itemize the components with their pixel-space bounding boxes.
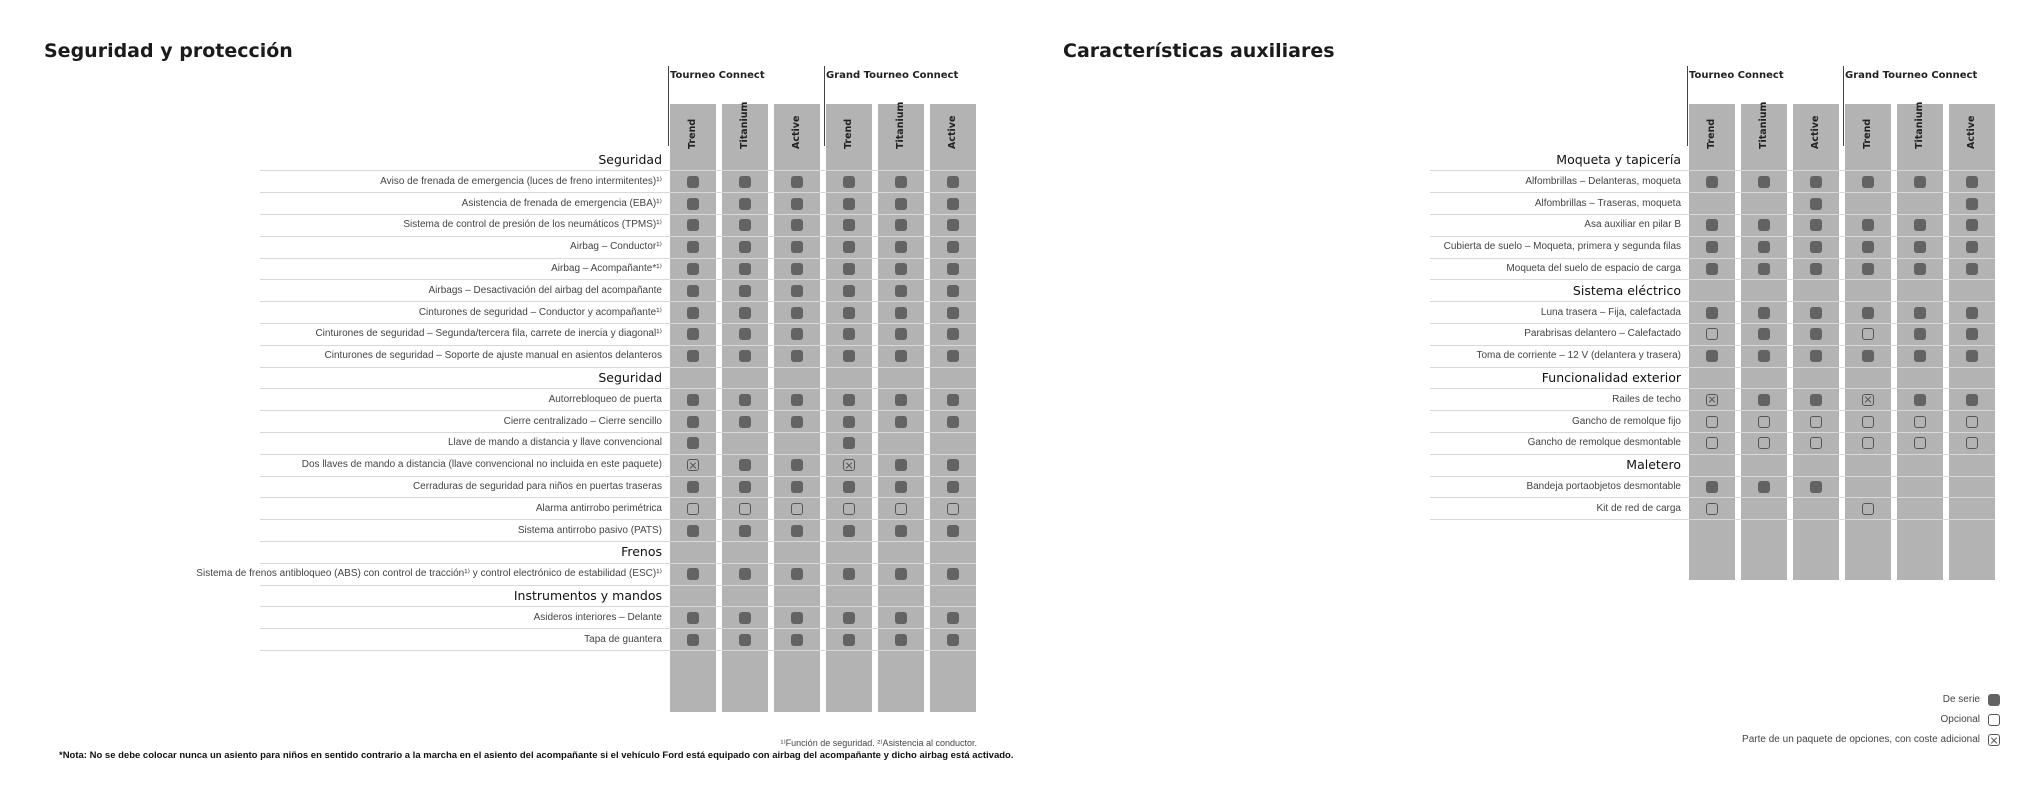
standard-marker-icon — [1966, 219, 1978, 231]
feature-label: Airbags – Desactivación del airbag del acompañante — [428, 284, 662, 296]
standard-marker-icon — [1862, 350, 1874, 362]
standard-marker-icon — [1758, 481, 1770, 493]
standard-marker-icon — [1810, 328, 1822, 340]
standard-marker-icon — [1810, 198, 1822, 210]
optional-marker-icon — [1862, 416, 1874, 428]
optional-marker-icon — [1810, 416, 1822, 428]
trim-label: Active — [1810, 115, 1821, 149]
standard-marker-icon — [1914, 219, 1926, 231]
standard-marker-icon — [843, 525, 855, 537]
feature-label: Alarma antirrobo perimétrica — [535, 502, 662, 514]
standard-marker-icon — [687, 568, 699, 580]
model-group-label: Grand Tourneo Connect — [1845, 70, 1978, 81]
feature-label: Toma de corriente – 12 V (delantera y trasera) — [1476, 350, 1681, 362]
feature-row — [0, 607, 662, 629]
section-title: Funcionalidad exterior — [1541, 370, 1681, 385]
legend-standard — [1500, 692, 2000, 708]
standard-marker-icon — [1966, 307, 1978, 319]
section-header — [0, 149, 1681, 171]
footnote: ¹⁾Función de seguridad. ²⁾Asistencia al conductor. — [780, 738, 977, 748]
feature-row — [0, 476, 1681, 498]
feature-row — [0, 389, 1681, 411]
feature-label: Cinturones de seguridad – Soporte de ajuste manual en asientos delanteros — [324, 350, 662, 362]
section-header — [0, 585, 662, 607]
standard-marker-icon — [1706, 307, 1718, 319]
standard-marker-icon — [1914, 176, 1926, 188]
standard-marker-icon — [947, 634, 959, 646]
standard-marker-icon — [1966, 198, 1978, 210]
feature-label: Sistema de control de presión de los neumáticos (TPMS)¹⁾ — [403, 219, 662, 231]
standard-marker-icon — [1810, 176, 1822, 188]
trim-label: Trend — [687, 118, 698, 149]
trim-label: Titanium — [739, 101, 750, 149]
model-group-label: Tourneo Connect — [1689, 70, 1784, 81]
standard-marker-icon — [791, 634, 803, 646]
standard-marker-icon — [1862, 241, 1874, 253]
standard-marker-icon — [1966, 394, 1978, 406]
trim-label: Trend — [843, 118, 854, 149]
standard-marker-icon — [947, 612, 959, 624]
feature-label: Parabrisas delantero – Calefactado — [1524, 328, 1681, 340]
feature-label: Moqueta del suelo de espacio de carga — [1506, 263, 1681, 274]
optional-marker-icon — [1706, 328, 1718, 340]
feature-label: Llave de mando a distancia y llave convencional — [447, 437, 662, 449]
legend — [1500, 692, 2000, 752]
standard-marker-icon — [1706, 176, 1718, 188]
feature-label: Cierre centralizado – Cierre sencillo — [503, 415, 662, 427]
row-separator — [1430, 519, 1995, 520]
feature-row — [0, 432, 1681, 454]
feature-label: Airbag – Acompañante*¹⁾ — [551, 263, 662, 274]
legend-package — [1500, 732, 2000, 748]
standard-marker-icon — [687, 525, 699, 537]
feature-label: Alfombrillas – Delanteras, moqueta — [1525, 175, 1681, 187]
section-title: Instrumentos y mandos — [513, 588, 662, 603]
standard-marker-icon — [895, 568, 907, 580]
feature-row — [0, 214, 1681, 236]
optional-marker-icon — [1706, 416, 1718, 428]
feature-row — [0, 236, 1681, 258]
section-title: Moqueta y tapicería — [1556, 152, 1681, 167]
standard-marker-icon — [1758, 176, 1770, 188]
legend-standard-label: De serie — [1942, 694, 1980, 705]
standard-marker-icon — [895, 525, 907, 537]
standard-marker-icon — [1966, 350, 1978, 362]
standard-marker-icon — [1758, 350, 1770, 362]
feature-label: Aviso de frenada de emergencia (luces de freno intermitentes)¹⁾ — [380, 175, 662, 187]
trim-label: Active — [791, 115, 802, 149]
feature-label: Cinturones de seguridad – Segunda/tercera fila, carrete de inercia y diagonal¹⁾ — [315, 328, 662, 340]
standard-marker-icon — [739, 634, 751, 646]
feature-label: Dos llaves de mando a distancia (llave convencional no incluida en este paquete) — [301, 459, 662, 471]
optional-marker-icon — [1914, 437, 1926, 449]
standard-marker-icon — [1914, 307, 1926, 319]
section-title: Maletero — [1626, 457, 1681, 473]
optional-marker-icon — [1758, 416, 1770, 428]
optional-marker-icon — [1966, 416, 1978, 428]
standard-marker-icon — [1758, 394, 1770, 406]
legend-optional-label: Opcional — [1940, 714, 1980, 725]
feature-row — [0, 345, 1681, 367]
group-divider — [1687, 66, 1688, 146]
feature-label: Sistema de frenos antibloqueo (ABS) con control de tracción¹⁾ y control electrónico de estabilidad (ESC)¹⁾ — [196, 568, 662, 580]
standard-marker-icon — [1706, 481, 1718, 493]
package-marker-icon — [1862, 394, 1874, 406]
group-divider — [824, 66, 825, 146]
feature-label: Bandeja portaobjetos desmontable — [1526, 481, 1681, 492]
standard-marker-icon — [791, 525, 803, 537]
trim-label: Titanium — [1758, 101, 1769, 149]
standard-marker-icon — [1810, 263, 1822, 275]
optional-marker-icon — [1862, 328, 1874, 340]
standard-marker-icon — [1706, 241, 1718, 253]
feature-row — [0, 411, 1681, 433]
section-title: Seguridad — [598, 152, 662, 167]
feature-label: Railes de techo — [1612, 393, 1681, 405]
standard-marker-icon — [1914, 350, 1926, 362]
standard-marker-icon — [1966, 176, 1978, 188]
trim-label: Titanium — [1914, 101, 1925, 149]
standard-marker-icon — [947, 525, 959, 537]
standard-marker-icon — [1706, 350, 1718, 362]
optional-marker-icon — [1758, 437, 1770, 449]
standard-marker-icon — [1758, 307, 1770, 319]
package-marker-icon — [1988, 734, 2000, 746]
trim-label: Titanium — [895, 101, 906, 149]
feature-row — [0, 629, 662, 651]
group-divider — [1843, 66, 1844, 146]
standard-marker-icon — [1914, 328, 1926, 340]
standard-marker-icon — [1862, 219, 1874, 231]
feature-row — [0, 563, 662, 585]
model-group-label: Grand Tourneo Connect — [826, 70, 959, 81]
section-title: Seguridad — [598, 370, 662, 385]
feature-row — [0, 323, 1681, 345]
standard-marker-icon — [1810, 394, 1822, 406]
feature-label: Autorrebloqueo de puerta — [548, 393, 662, 405]
feature-row — [0, 302, 1681, 324]
standard-marker-icon — [791, 612, 803, 624]
standard-marker-icon — [1966, 328, 1978, 340]
feature-row — [0, 258, 1681, 280]
standard-marker-icon — [1758, 263, 1770, 275]
group-divider — [668, 66, 669, 146]
standard-marker-icon — [1810, 219, 1822, 231]
feature-label: Asistencia de frenada de emergencia (EBA)¹⁾ — [461, 197, 662, 209]
standard-marker-icon — [1862, 307, 1874, 319]
standard-marker-icon — [947, 568, 959, 580]
trim-header — [1793, 112, 1839, 160]
standard-marker-icon — [1810, 481, 1822, 493]
section-title: Frenos — [621, 544, 662, 560]
feature-label: Asideros interiores – Delante — [533, 611, 662, 623]
standard-marker-icon — [1914, 394, 1926, 406]
standard-marker-icon — [1706, 263, 1718, 275]
feature-label: Gancho de remolque desmontable — [1527, 437, 1681, 449]
legend-optional — [1500, 712, 2000, 728]
standard-marker-icon — [1966, 263, 1978, 275]
feature-label: Luna trasera – Fija, calefactada — [1540, 306, 1681, 318]
standard-marker-icon — [1862, 176, 1874, 188]
panel-title: Características auxiliares — [1063, 40, 1335, 62]
standard-marker-icon — [1914, 241, 1926, 253]
feature-label: Cerraduras de seguridad para niños en puertas traseras — [412, 481, 662, 492]
feature-label: Kit de red de carga — [1596, 502, 1681, 514]
feature-row — [0, 193, 1681, 215]
standard-marker-icon — [1810, 350, 1822, 362]
feature-row — [0, 498, 1681, 520]
standard-marker-icon — [739, 525, 751, 537]
optional-marker-icon — [1810, 437, 1822, 449]
standard-marker-icon — [1810, 307, 1822, 319]
standard-marker-icon — [843, 612, 855, 624]
standard-marker-icon — [687, 612, 699, 624]
standard-marker-icon — [1706, 219, 1718, 231]
trim-header — [1897, 101, 1943, 160]
standard-marker-icon — [1966, 241, 1978, 253]
standard-marker-icon — [739, 568, 751, 580]
section-header — [0, 541, 662, 563]
trim-label: Trend — [1706, 118, 1717, 149]
optional-marker-icon — [1706, 437, 1718, 449]
package-marker-icon — [1706, 394, 1718, 406]
section-header — [0, 280, 1681, 302]
standard-marker-icon — [843, 634, 855, 646]
feature-label: Cinturones de seguridad – Conductor y acompañante¹⁾ — [418, 306, 662, 318]
optional-marker-icon — [1862, 503, 1874, 515]
feature-label: Alfombrillas – Traseras, moqueta — [1534, 197, 1681, 209]
feature-label: Tapa de guantera — [584, 633, 662, 645]
legend-package-label: Parte de un paquete de opciones, con coste adicional — [1742, 734, 1980, 745]
section-header — [0, 367, 1681, 389]
trim-header — [1741, 101, 1787, 160]
trim-label: Active — [1966, 115, 1977, 149]
standard-marker-icon — [1758, 219, 1770, 231]
row-separator — [260, 650, 976, 651]
standard-marker-icon — [1758, 328, 1770, 340]
standard-marker-icon — [791, 568, 803, 580]
standard-marker-icon — [1988, 694, 2000, 706]
panel-title: Seguridad y protección — [44, 40, 293, 62]
standard-marker-icon — [1862, 263, 1874, 275]
feature-label: Asa auxiliar en pilar B — [1584, 219, 1681, 231]
feature-row — [0, 520, 662, 542]
feature-row — [0, 171, 1681, 193]
standard-marker-icon — [1758, 241, 1770, 253]
standard-marker-icon — [687, 634, 699, 646]
feature-label: Airbag – Conductor¹⁾ — [570, 241, 662, 253]
trim-label: Active — [947, 115, 958, 149]
standard-marker-icon — [739, 612, 751, 624]
feature-label: Cubierta de suelo – Moqueta, primera y segunda filas — [1443, 241, 1681, 253]
standard-marker-icon — [1914, 263, 1926, 275]
optional-marker-icon — [1862, 437, 1874, 449]
trim-header — [1689, 112, 1735, 160]
trim-label: Trend — [1862, 118, 1873, 149]
optional-marker-icon — [1914, 416, 1926, 428]
section-header — [0, 454, 1681, 476]
trim-header — [1845, 112, 1891, 160]
standard-marker-icon — [895, 634, 907, 646]
optional-marker-icon — [1706, 503, 1718, 515]
model-group-label: Tourneo Connect — [670, 70, 765, 81]
child-seat-note: *Nota: No se debe colocar nunca un asiento para niños en sentido contrario a la marcha en el asiento del acompañante si el vehículo Ford está equipado con airbag del acompañante y dicho airbag está activado. — [59, 750, 1014, 761]
optional-marker-icon — [1988, 714, 2000, 726]
feature-label: Sistema antirrobo pasivo (PATS) — [517, 524, 662, 536]
standard-marker-icon — [1810, 241, 1822, 253]
optional-marker-icon — [1966, 437, 1978, 449]
section-title: Sistema eléctrico — [1572, 282, 1681, 298]
standard-marker-icon — [895, 612, 907, 624]
trim-header — [1949, 112, 1995, 160]
standard-marker-icon — [843, 568, 855, 580]
feature-label: Gancho de remolque fijo — [1572, 415, 1681, 427]
